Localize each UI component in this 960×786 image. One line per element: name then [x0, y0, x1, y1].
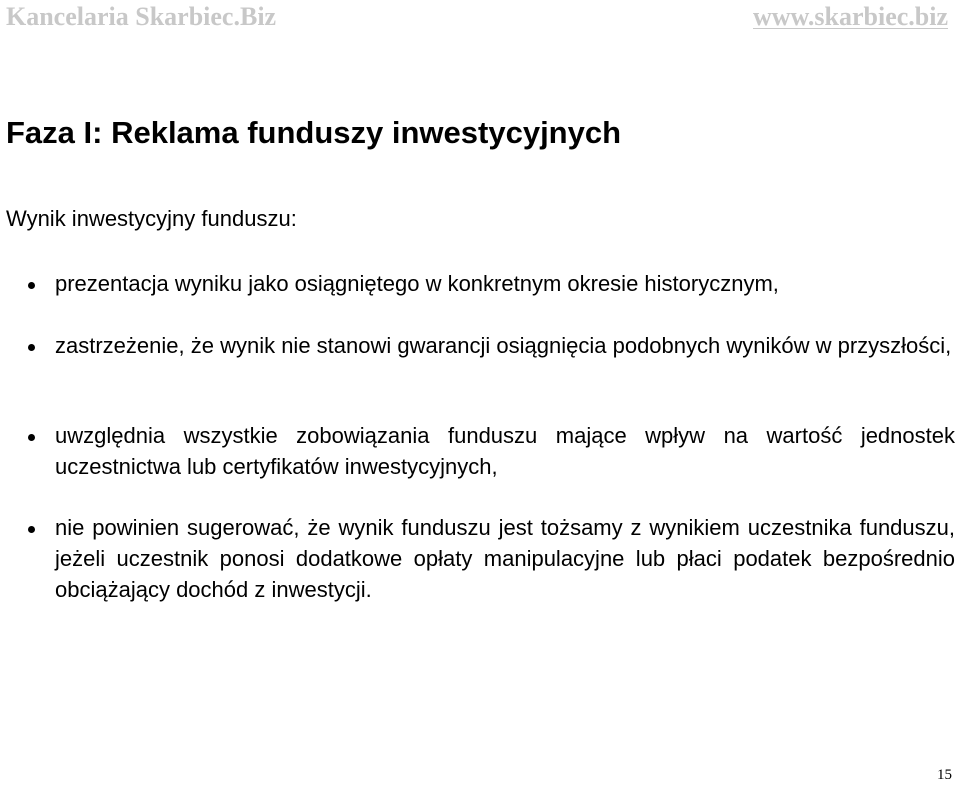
bullet-text: zastrzeżenie, że wynik nie stanowi gwarancji osiągnięcia podobnych wyników w przyszłości, — [55, 333, 952, 358]
firm-name: Kancelaria Skarbiec.Biz — [6, 2, 277, 31]
section-subtitle: Wynik inwestycyjny funduszu: — [6, 206, 297, 231]
bullet-dot-icon — [28, 282, 35, 289]
bullet-text: prezentacja wyniku jako osiągniętego w konkretnym okresie historycznym, — [55, 271, 779, 296]
bullet-text: uwzględnia wszystkie zobowiązania funduszu mające wpływ na wartość jednostek uczestnictwa lub certyfikatów inwestycyjnych, — [55, 423, 955, 479]
bullet-dot-icon — [28, 344, 35, 351]
page-number: 15 — [937, 767, 952, 783]
page-header — [0, 0, 960, 36]
bullet-text: nie powinien sugerować, że wynik funduszu jest tożsamy z wynikiem uczestnika funduszu, jeżeli uczestnik ponosi dodatkowe opłaty manipulacyjne lub płaci podatek bezpośrednio obciążający dochód z inwestycji. — [55, 515, 955, 602]
website-link[interactable]: www.skarbiec.biz — [753, 2, 948, 31]
slide-title: Faza I: Reklama funduszy inwestycyjnych — [6, 115, 622, 150]
bullet-dot-icon — [28, 526, 35, 533]
bullet-dot-icon — [28, 434, 35, 441]
